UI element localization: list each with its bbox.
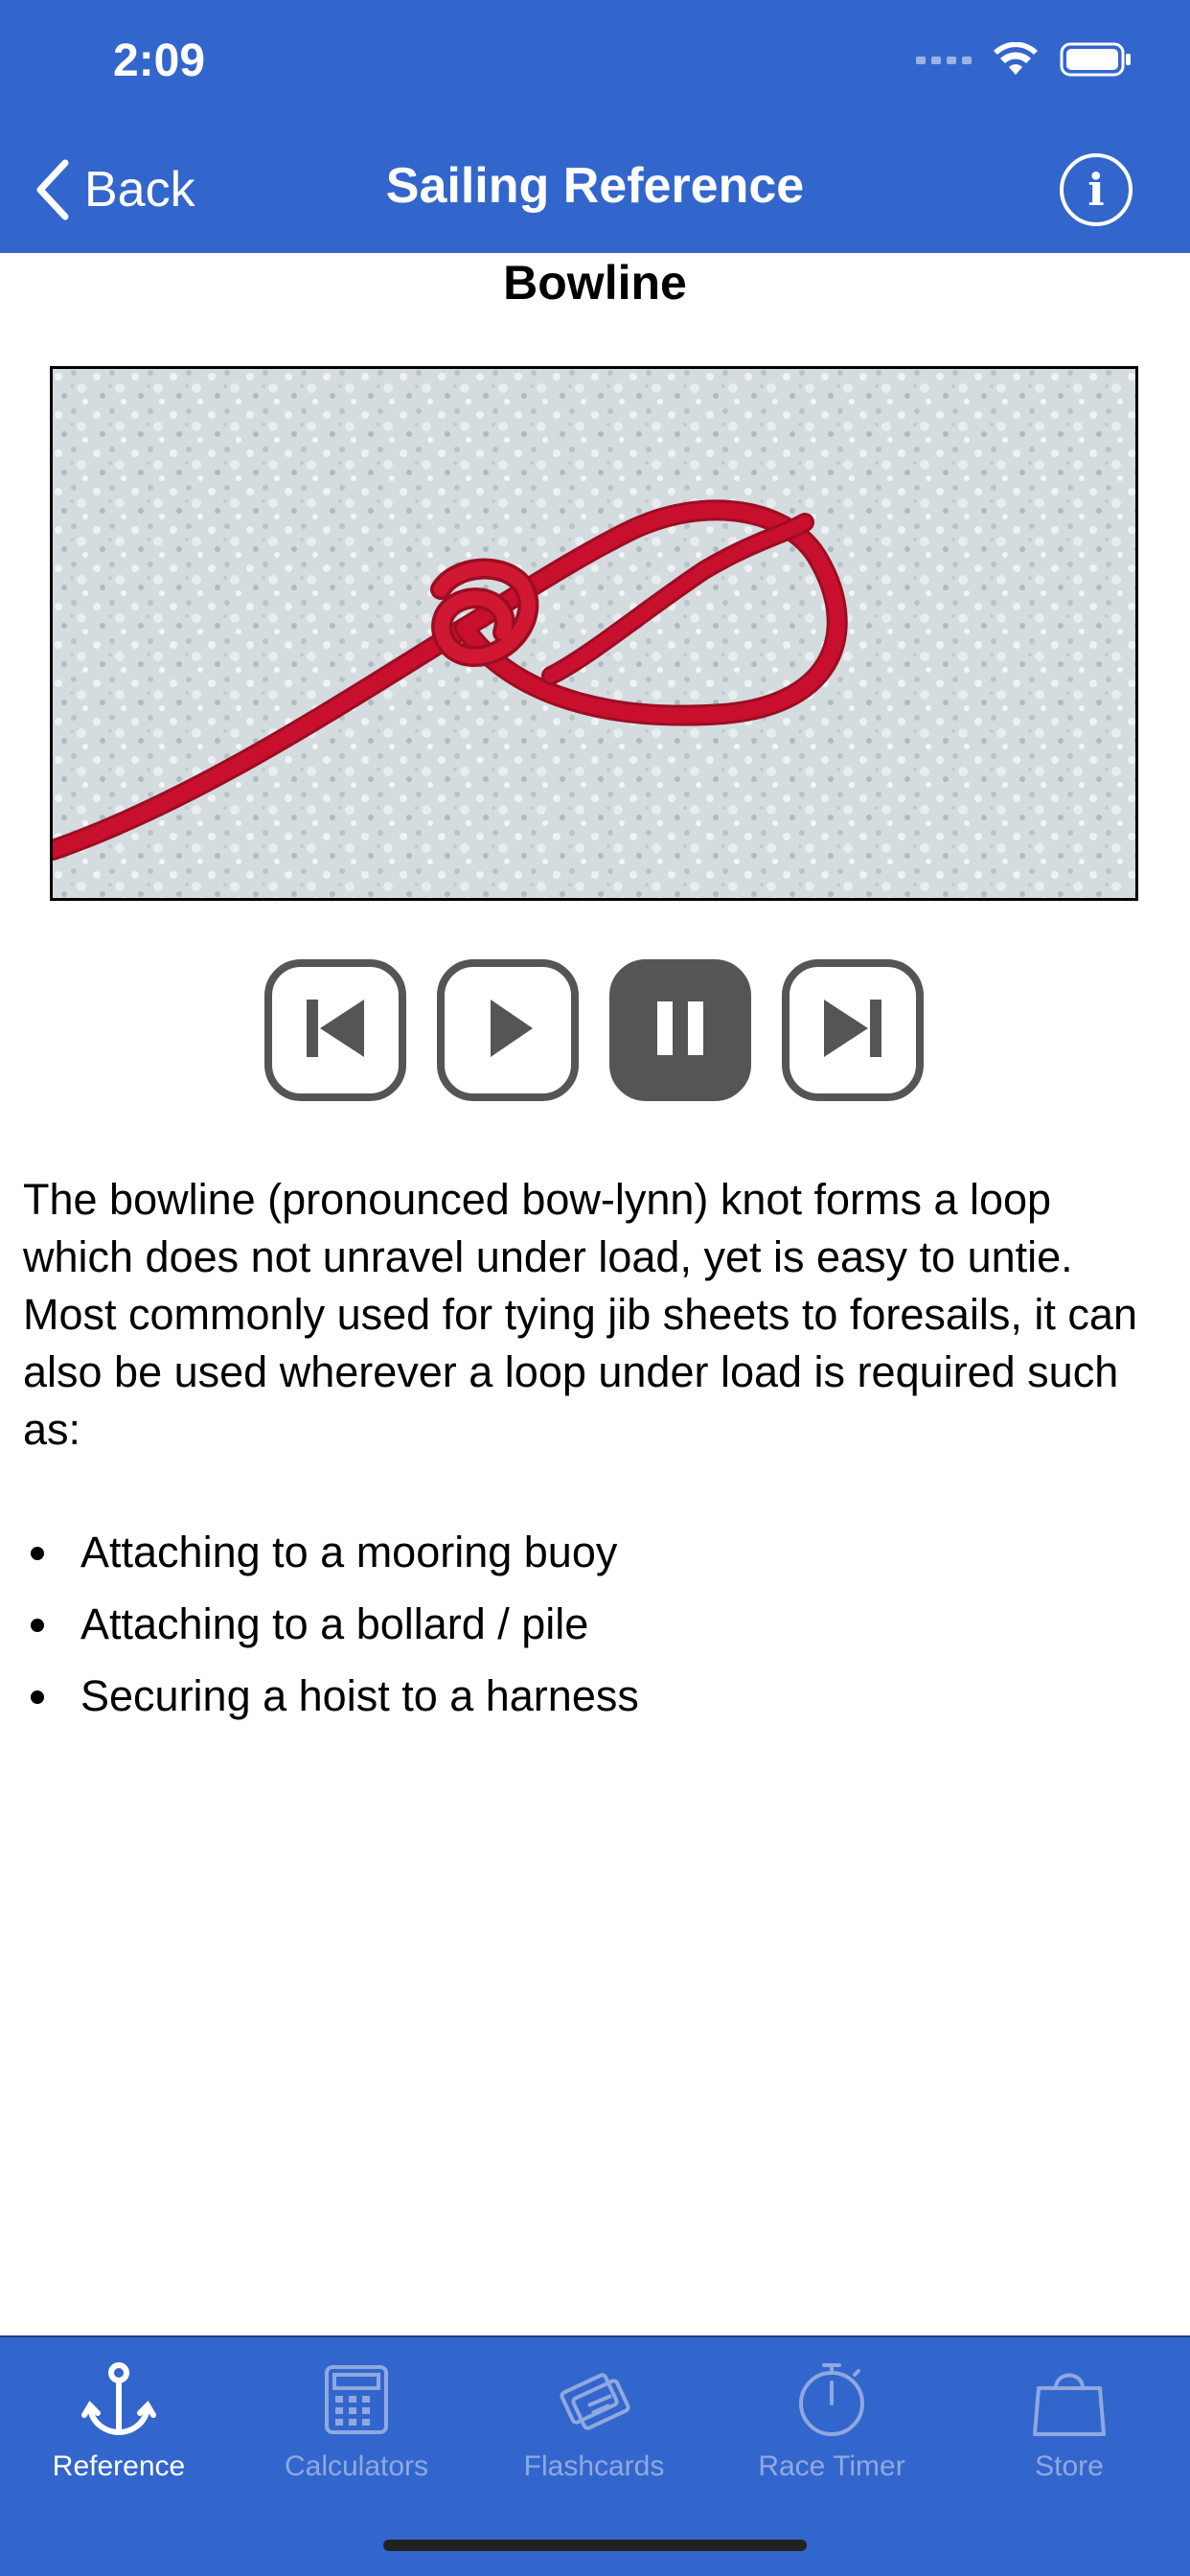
tab-label: Race Timer [758, 2450, 905, 2482]
status-time: 2:09 [113, 35, 206, 86]
anchor-icon [0, 2357, 238, 2443]
tab-label: Store [1035, 2450, 1104, 2482]
wifi-icon [993, 42, 1039, 81]
skip-back-icon [299, 992, 372, 1070]
status-indicators [916, 42, 1133, 81]
tab-race-timer[interactable] [713, 2357, 950, 2483]
list-item-text: Attaching to a mooring buoy [80, 1528, 618, 1576]
list-item [23, 1660, 1173, 1732]
playback-controls [264, 959, 924, 1101]
info-button[interactable] [1060, 153, 1133, 226]
knot-title: Bowline [503, 256, 687, 310]
list-item [23, 1516, 1173, 1588]
knot-description: The bowline (pronounced bow-lynn) knot forms a loop which does not unravel under load, yet is easy to untie. Most commonly used for tying jib sheets to foresails, it can also be used wherever a loop under load is required such as: [23, 1175, 1137, 1454]
list-item [23, 1588, 1173, 1660]
skip-back-button[interactable] [264, 959, 406, 1101]
calculator-icon [238, 2357, 475, 2443]
tab-reference[interactable] [0, 2357, 238, 2483]
bullet-icon [31, 1547, 44, 1560]
cellular-signal-icon [916, 53, 972, 71]
tab-label: Reference [52, 2450, 186, 2482]
play-icon [471, 992, 544, 1070]
uses-list [23, 1516, 1173, 1732]
page-title: Sailing Reference [385, 158, 805, 214]
list-item-text: Attaching to a bollard / pile [80, 1599, 589, 1648]
skip-forward-button[interactable] [782, 959, 924, 1101]
navigation-bar [0, 0, 1190, 253]
flashcards-icon [475, 2357, 713, 2443]
home-indicator[interactable] [383, 2540, 807, 2551]
pause-button[interactable] [609, 959, 751, 1101]
skip-forward-icon [816, 992, 889, 1070]
bullet-icon [31, 1619, 44, 1632]
pause-icon [644, 992, 717, 1070]
bullet-icon [31, 1690, 44, 1704]
back-button-label: Back [84, 162, 195, 218]
play-button[interactable] [437, 959, 579, 1101]
list-item-text: Securing a hoist to a harness [80, 1671, 639, 1720]
tab-store[interactable] [950, 2357, 1188, 2483]
tab-label: Flashcards [523, 2450, 665, 2482]
battery-icon [1060, 42, 1133, 81]
tab-calculators[interactable] [238, 2357, 475, 2483]
shopping-bag-icon [950, 2357, 1188, 2443]
info-icon: i [1087, 164, 1105, 216]
knot-animation-image [50, 366, 1138, 901]
tab-label: Calculators [284, 2450, 429, 2482]
tab-flashcards[interactable] [475, 2357, 713, 2483]
stopwatch-icon [713, 2357, 950, 2443]
